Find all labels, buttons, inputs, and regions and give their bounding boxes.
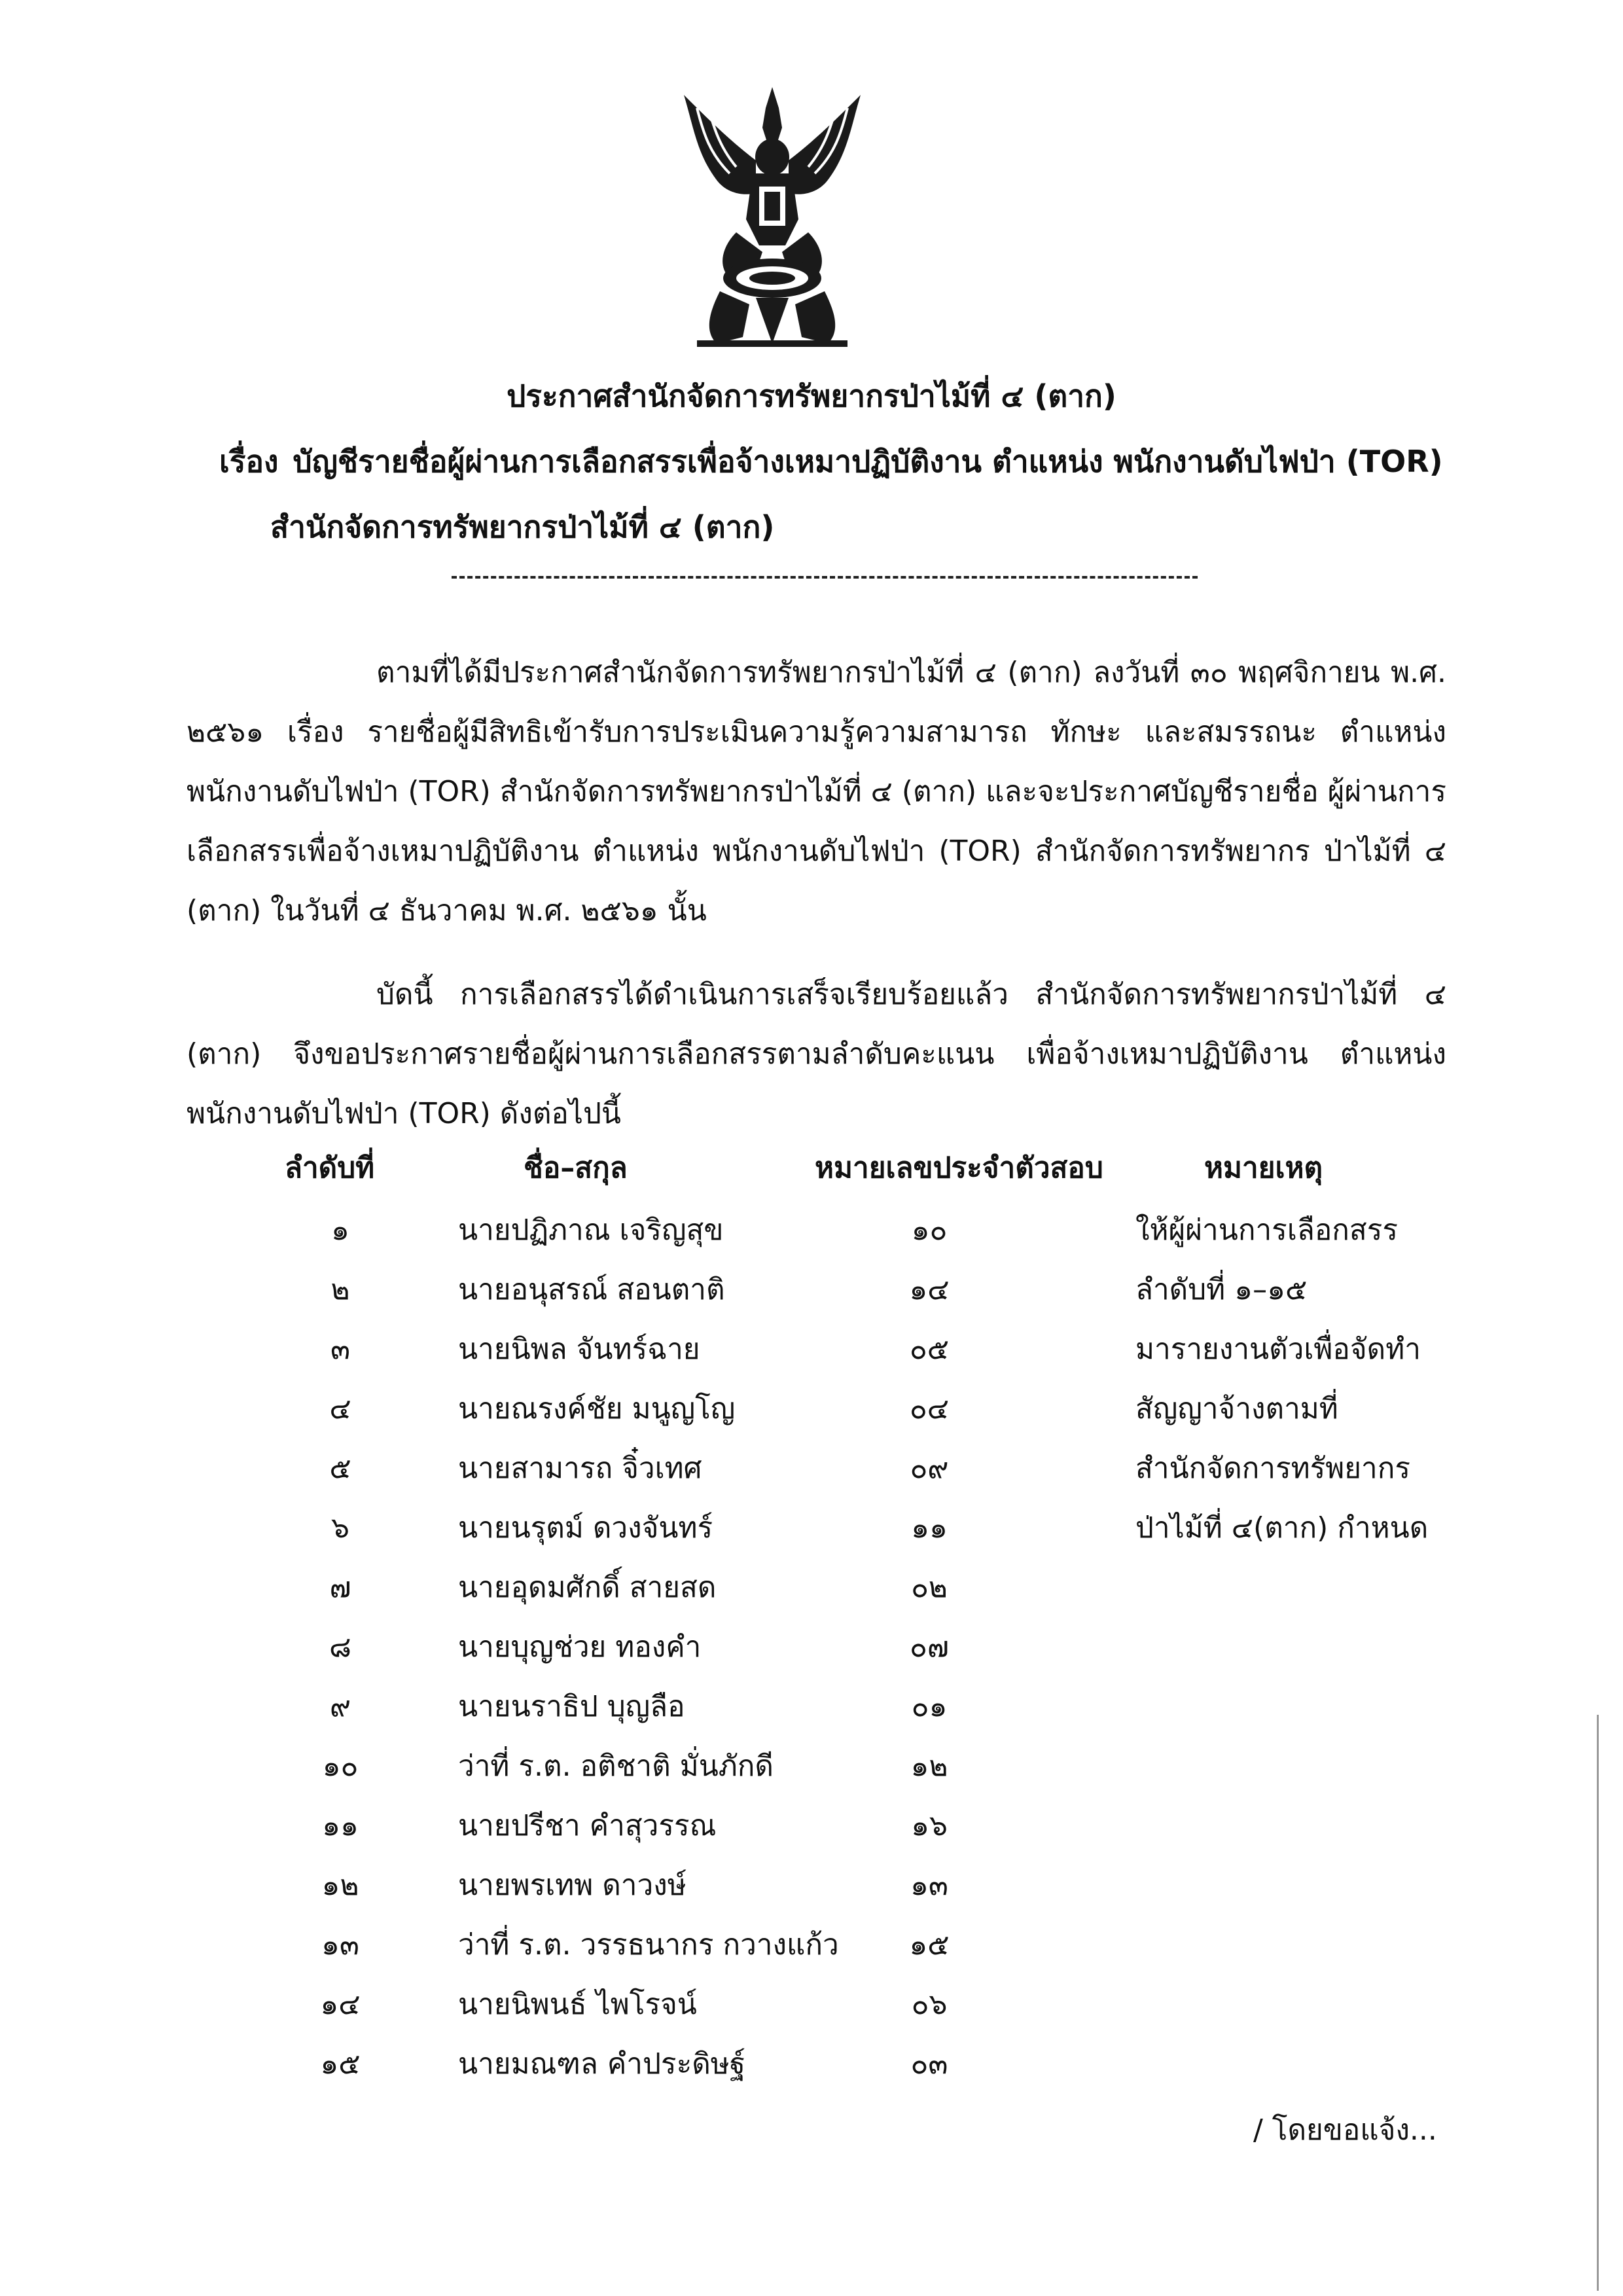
row-order: ๔ [329,1392,351,1426]
row-exam-id: ๑๕ [909,1928,950,1962]
header-remark: หมายเหตุ [1204,1151,1323,1185]
row-name: ว่าที่ ร.ต. วรรธนากร กวางแก้ว [458,1928,839,1962]
continuation-note: / โดยขอแจ้ง... [1253,2113,1437,2147]
table-row [0,2041,1623,2101]
garuda-emblem-icon [658,82,887,350]
scan-edge-line [1597,1715,1599,2291]
header-order: ลำดับที่ [285,1151,375,1185]
row-order: ๖ [331,1511,349,1545]
row-name: นายอุดมศักดิ์ สายสด [458,1571,717,1604]
row-order: ๘ [329,1630,351,1664]
row-name: นายมณฑล คำประดิษฐ์ [458,2047,746,2081]
row-exam-id: ๑๐ [911,1213,948,1247]
row-exam-id: ๐๒ [911,1571,948,1604]
row-name: นายบุญช่วย ทองคำ [458,1630,702,1664]
remark-line: มารายงานตัวเพื่อจัดทำ [1135,1333,1421,1366]
paragraph-1 [187,643,1446,941]
row-name: นายนิพล จันทร์ฉาย [458,1333,700,1366]
announcement-title: ประกาศสำนักจัดการทรัพยากรป่าไม้ที่ ๔ (ตาก) [507,378,1116,414]
table-row [0,1922,1623,1982]
row-exam-id: ๐๗ [910,1630,949,1664]
row-name: นายนราธิป บุญลือ [458,1690,685,1723]
header-name: ชื่อ–สกุล [524,1151,628,1185]
remark-line: สัญญาจ้างตามที่ [1135,1392,1338,1426]
row-order: ๑๐ [322,1749,359,1783]
paragraph-2 [187,965,1446,1143]
row-order: ๕ [329,1452,351,1485]
row-name: นายสามารถ จิ๋วเทศ [458,1452,702,1485]
table-row [0,1624,1623,1684]
row-exam-id: ๐๙ [910,1452,949,1485]
table-row [0,1684,1623,1744]
row-exam-id: ๐๑ [911,1690,948,1723]
table-row [0,1982,1623,2041]
row-order: ๑ [331,1213,349,1247]
row-order: ๓ [330,1333,351,1366]
row-name: นายปรีชา คำสุวรรณ [458,1809,717,1842]
subject-text: บัญชีรายชื่อผู้ผ่านการเลือกสรรเพื่อจ้างเหมาปฏิบัติงาน ตำแหน่ง พนักงานดับไฟป่า (TOR) [293,444,1443,479]
remark-line: ให้ผู้ผ่านการเลือกสรร [1135,1213,1399,1247]
table-row [0,1744,1623,1803]
row-name: นายอนุสรณ์ สอนตาติ [458,1273,725,1306]
subject-line-2: สำนักจัดการทรัพยากรป่าไม้ที่ ๔ (ตาก) [270,509,775,545]
row-name: ว่าที่ ร.ต. อติชาติ มั่นภักดี [458,1749,774,1783]
row-order: ๑๔ [320,1988,361,2021]
table-row [0,1803,1623,1863]
row-exam-id: ๑๖ [911,1809,948,1842]
subject-label: เรื่อง [219,444,279,479]
subject-line [219,442,1443,481]
row-exam-id: ๐๖ [911,1988,948,2021]
row-name: นายปฏิภาณ เจริญสุข [458,1213,724,1247]
row-order: ๗ [329,1571,351,1604]
row-name: นายณรงค์ชัย มนูญโญ [458,1392,736,1426]
remark-line: ป่าไม้ที่ ๔(ตาก) กำหนด [1135,1511,1429,1545]
row-exam-id: ๑๓ [910,1869,948,1902]
row-exam-id: ๑๒ [910,1749,948,1783]
row-name: นายพรเทพ ดาวงษ์ [458,1869,687,1902]
row-name: นายนรุตม์ ดวงจันทร์ [458,1511,713,1545]
row-exam-id: ๐๔ [909,1392,950,1426]
table-row [0,1863,1623,1922]
row-name: นายนิพนธ์ ไพโรจน์ [458,1988,697,2021]
row-exam-id: ๑๔ [909,1273,950,1306]
row-exam-id: ๐๕ [909,1333,950,1366]
row-order: ๑๓ [321,1928,359,1962]
header-exam-id: หมายเลขประจำตัวสอบ [815,1151,1103,1185]
paragraph-1-text: ตามที่ได้มีประกาศสำนักจัดการทรัพยากรป่าไม้ที่ ๔ (ตาก) ลงวันที่ ๓๐ พฤศจิกายน พ.ศ. ๒๕๖๑ เรื่อง รายชื่อผู้มีสิทธิเข้ารับการประเมินความรู้ความสามารถ ทักษะ และสมรรถนะ ตำแหน่ง พนักงานดับไฟป่า (TOR) สำนักจัดการทรัพยากรป่าไม้ที่ ๔ (ตาก) และจะประกาศบัญชีรายชื่อ ผู้ผ่านการเลือกสรรเพื่อจ้างเหมาปฏิบัติงาน ตำแหน่ง พนักงานดับไฟป่า (TOR) สำนักจัดการทรัพยากร ป่าไม้ที่ ๔ (ตาก) ในวันที่ ๔ ธันวาคม พ.ศ. ๒๕๖๑ นั้น [187,656,1446,927]
row-exam-id: ๐๓ [910,2047,948,2081]
table-row [0,1386,1623,1446]
remark-line: สำนักจัดการทรัพยากร [1135,1452,1411,1485]
remark-line: ลำดับที่ ๑–๑๕ [1135,1273,1308,1306]
row-order: ๒ [330,1273,350,1306]
table-row [0,1267,1623,1327]
row-order: ๑๑ [322,1809,359,1842]
row-exam-id: ๑๑ [911,1511,948,1545]
table-row [0,1565,1623,1624]
paragraph-2-text: บัดนี้ การเลือกสรรได้ดำเนินการเสร็จเรียบร้อยแล้ว สำนักจัดการทรัพยากรป่าไม้ที่ ๔ (ตาก) จึงขอประกาศรายชื่อผู้ผ่านการเลือกสรรตามลำดับคะแนน เพื่อจ้างเหมาปฏิบัติงาน ตำแหน่ง พนักงานดับไฟป่า (TOR) ดังต่อไปนี้ [187,978,1446,1130]
divider [452,576,1198,579]
row-order: ๙ [329,1690,351,1723]
row-order: ๑๒ [321,1869,359,1902]
row-order: ๑๕ [320,2047,361,2081]
